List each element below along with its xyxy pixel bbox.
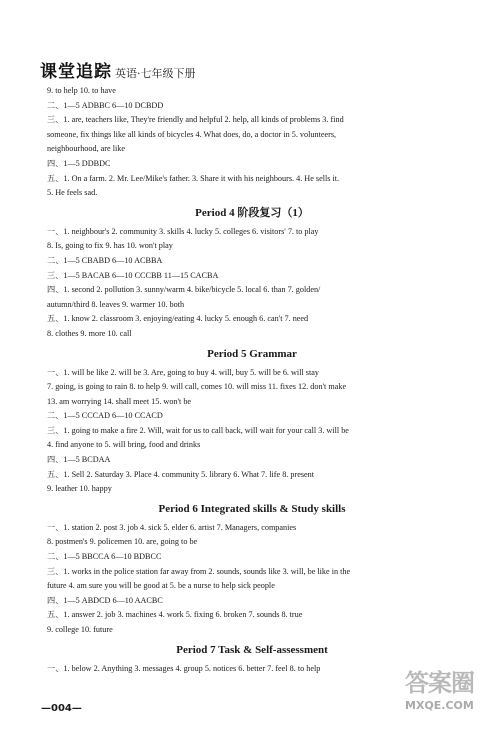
subject-title: 英语·七年级下册 [115,67,196,80]
answer-line: 5. He feels sad. [47,188,98,198]
answer-line: 8. postmen's 9. policemen 10. are, going to be [47,537,198,547]
watermark-url: MXQE.COM [405,699,474,712]
answer-line: 四、1—5 DDBDC [47,158,111,168]
answer-line: 7. going, is going to rain 8. to help 9. will call, comes 10. will miss 11. fixes 12. don't make [47,382,347,392]
answer-line: 9. college 10. future [47,625,113,634]
answer-line: 4. find anyone to 5. will bring, food and drinks [47,440,201,450]
page-number: —004— [41,703,82,714]
answer-line: 二、1—5 CCCAD 6—10 CCACD [47,411,163,421]
answer-line: 二、1—5 ADBBC 6—10 DCBDD [47,100,164,110]
answer-line: 五、1. Sell 2. Saturday 3. Place 4. community 5. library 6. What 7. life 8. present [47,469,315,479]
answer-line: 8. clothes 9. more 10. call [47,328,132,338]
answer-line: 五、1. answer 2. job 3. machines 4. work 5. fixing 6. broken 7. sounds 8. true [47,610,303,620]
answer-line: 9. to help 10. to have [47,86,116,95]
page-header [40,60,196,82]
answer-line: 一、1. station 2. post 3. job 4. sick 5. elder 6. artist 7. Managers, companies [47,522,297,532]
section-heading: Period 5 Grammar [207,347,297,360]
answer-line: 四、1—5 BCDAA [47,455,111,465]
answer-line: 三、1. going to make a fire 2. Will, wait for us to call back, will wait for your call 3. will be [47,425,349,435]
answer-line: 一、1. neighbour's 2. community 3. skills 4. lucky 5. colleges 6. visitors' 7. to play [47,226,319,236]
answer-line: future 4. am sure you will be good at 5. be a nurse to help sick people [47,581,275,591]
answer-line: 三、1. works in the police station far away from 2. sounds, sounds like 3. will, be like in the [47,566,351,576]
answer-line: 五、1. know 2. classroom 3. enjoying/eating 4. lucky 5. enough 6. can't 7. need [47,314,309,324]
answer-line: 8. Is, going to fix 9. has 10. won't play [47,241,173,251]
answer-line: 一、1. below 2. Anything 3. messages 4. group 5. notices 6. better 7. feel 8. to help [47,663,321,673]
watermark [405,668,495,726]
answer-line: 三、1. are, teachers like, They're friendly and helpful 2. help, all kinds of problems 3. find [47,115,344,125]
answer-line: 四、1. second 2. pollution 3. sunny/warm 4. bike/bicycle 5. local 6. than 7. golden/ [47,285,321,295]
answer-line: 四、1—5 ABDCD 6—10 AACBC [47,595,163,605]
answer-line: 13. am worrying 14. shall meet 15. won't be [47,396,192,406]
section-heading: Period 6 Integrated skills & Study skills [158,502,346,515]
answer-line: 二、1—5 CBABD 6—10 ACBBA [47,255,163,265]
answer-line: 五、1. On a farm. 2. Mr. Lee/Mike's father. 3. Share it with his neighbours. 4. He sells it. [47,173,340,183]
section-heading: Period 4 阶段复习（1） [195,206,309,219]
answer-line: 9. leather 10. happy [47,484,112,494]
answer-line: 三、1—5 BACAB 6—10 CCCBB 11—15 CACBA [47,270,219,280]
answer-line: 一、1. will be like 2. will be 3. Are, going to buy 4. will, buy 5. will be 6. will stay [47,367,319,377]
answer-line: neighbourhood, are like [47,144,125,154]
watermark-logo: 答案圈 [405,669,474,697]
brand-logo: 课堂追踪 [40,62,112,82]
answer-content [47,84,457,676]
answer-line: autumn/third 8. leaves 9. warmer 10. both [47,299,185,309]
answer-line: 二、1—5 BBCCA 6—10 BDBCC [47,552,162,562]
answer-line: someone, fix things like all kinds of bicycles 4. What does, do, a doctor in 5. volunteers, [47,129,337,139]
section-heading: Period 7 Task & Self-assessment [176,643,328,656]
